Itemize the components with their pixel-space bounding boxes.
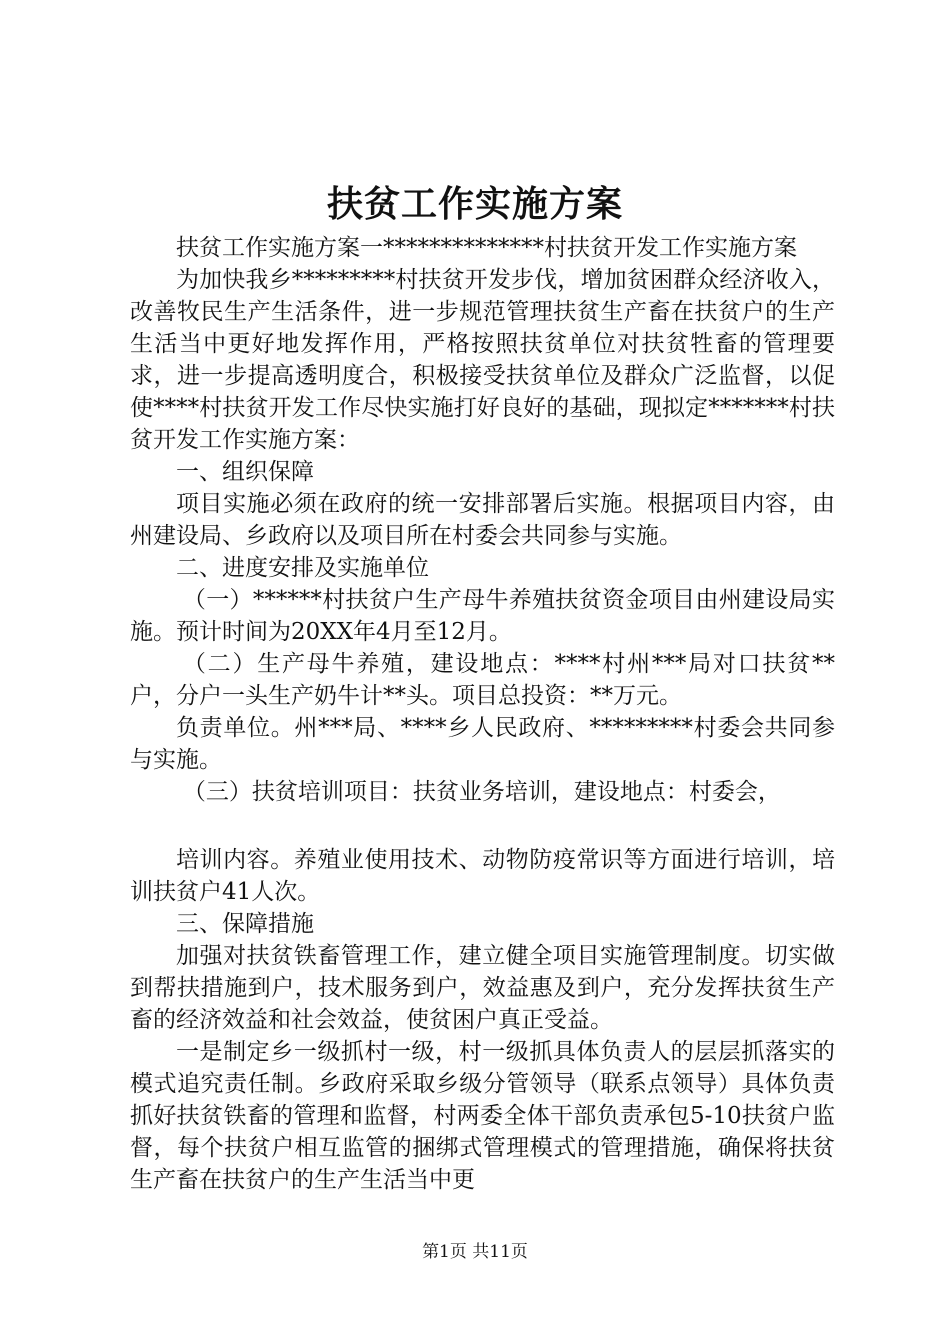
section-heading-schedule: 二、进度安排及实施单位 [176, 555, 429, 581]
section-heading-measures: 三、保障措施 [176, 911, 314, 937]
paragraph-heading-line: 扶贫工作实施方案一**************村扶贫开发工作实施方案 [176, 235, 797, 261]
paragraph-responsible-units: 负责单位。州***局、****乡人民政府、*********村委会共同参与实施。 [130, 715, 835, 773]
paragraph-responsibility-system: 一是制定乡一级抓村一级，村一级抓具体负责人的层层抓落实的模式追究责任制。乡政府采取乡级分管领导（联系点领导）具体负责抓好扶贫铁畜的管理和监督，村两委全体干部负责承包5-10扶贫户监督，每个扶贫户相互监管的捆绑式管理模式的管理措施，确保将扶贫生产畜在扶贫户的生产生活当中更 [130, 1039, 835, 1193]
paragraph-organization: 项目实施必须在政府的统一安排部署后实施。根据项目内容，由州建设局、乡政府以及项目所在村委会共同参与实施。 [130, 491, 835, 549]
document-title: 扶贫工作实施方案 [326, 183, 623, 225]
paragraph-gap [130, 808, 835, 844]
paragraph-training-content: 培训内容。养殖业使用技术、动物防疫常识等方面进行培训，培训扶贫户41人次。 [130, 847, 835, 905]
page-number-footer: 第1页 共11页 [422, 1242, 528, 1262]
section-heading-organization: 一、组织保障 [176, 459, 314, 485]
paragraph-schedule-item-1: （一）******村扶贫户生产母牛养殖扶贫资金项目由州建设局实施。预计时间为20XX年4月至12月。 [130, 587, 835, 645]
paragraph-schedule-item-3: （三）扶贫培训项目：扶贫业务培训，建设地点：村委会， [182, 779, 781, 805]
paragraph-intro: 为加快我乡*********村扶贫开发步伐，增加贫困群众经济收入，改善牧民生产生活条件，进一步规范管理扶贫生产畜在扶贫户的生产生活当中更好地发挥作用，严格按照扶贫单位对扶贫牲畜的管理要求，进一步提高透明度合，积极接受扶贫单位及群众广泛监督，以促使****村扶贫开发工作尽快实施打好良好的基础，现拟定*******村扶贫开发工作实施方案： [130, 267, 835, 453]
paragraph-schedule-item-2: （二）生产母牛养殖，建设地点：****村州***局对口扶贫**户，分户一头生产奶牛计**头。项目总投资：**万元。 [130, 651, 835, 709]
document-body [130, 232, 835, 1196]
paragraph-measures: 加强对扶贫铁畜管理工作，建立健全项目实施管理制度。切实做到帮扶措施到户，技术服务到户，效益惠及到户，充分发挥扶贫生产畜的经济效益和社会效益，使贫困户真正受益。 [130, 943, 835, 1033]
